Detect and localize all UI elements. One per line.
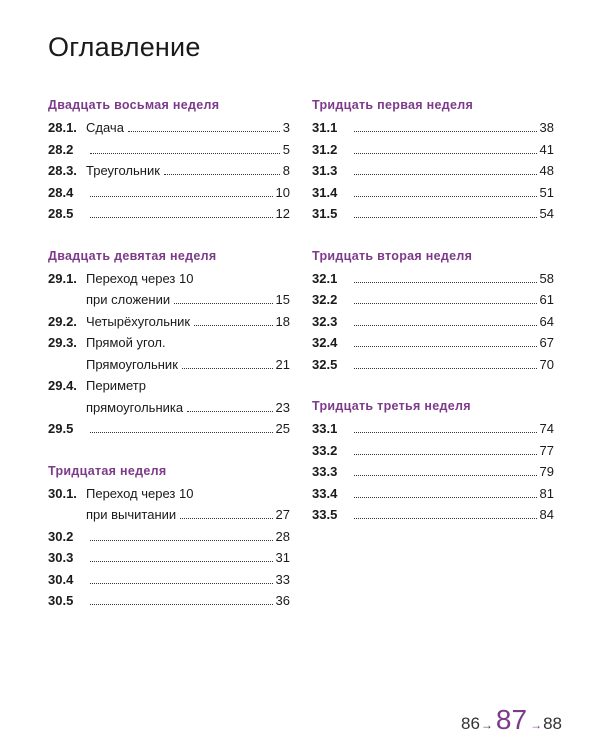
page-ref: 36 xyxy=(275,593,290,608)
page-ref: 58 xyxy=(539,270,554,286)
page-ref: 10 xyxy=(275,184,290,200)
dot-leader xyxy=(354,131,537,132)
page-ref: 15 xyxy=(275,292,290,307)
toc-entry[interactable] xyxy=(48,139,290,161)
lesson-number: 29.3. xyxy=(48,335,77,350)
page-ref: 67 xyxy=(539,335,554,350)
lesson-number: 31.1 xyxy=(312,120,338,135)
toc-entry[interactable] xyxy=(48,311,290,333)
toc-entry[interactable] xyxy=(312,311,554,333)
lesson-title: прямоугольника xyxy=(86,399,184,415)
toc-entry[interactable] xyxy=(48,526,290,548)
lesson-number: 31.3 xyxy=(312,163,338,178)
lesson-title: Переход через 10 xyxy=(86,270,194,286)
dot-leader xyxy=(164,174,280,175)
lesson-number: 30.4 xyxy=(48,571,74,587)
page-ref: 79 xyxy=(539,464,554,479)
toc-entry[interactable] xyxy=(48,483,290,526)
next-page-number[interactable]: 88 xyxy=(543,714,562,733)
page-ref: 70 xyxy=(539,356,554,372)
toc-entry[interactable] xyxy=(312,289,554,311)
lesson-number: 31.5 xyxy=(312,206,338,221)
lesson-number: 28.1. xyxy=(48,120,77,135)
lesson-number: 33.5 xyxy=(312,507,338,522)
lesson-title: Переход через 10 xyxy=(86,485,194,501)
week-heading: Тридцатая неделя xyxy=(48,463,167,478)
lesson-number: 29.4. xyxy=(48,378,77,393)
toc-entry[interactable] xyxy=(312,332,554,354)
lesson-number: 33.1 xyxy=(312,421,338,436)
page-ref: 23 xyxy=(275,399,290,415)
page-ref: 38 xyxy=(539,120,554,135)
week-heading: Тридцать третья неделя xyxy=(312,399,471,413)
lesson-number: 32.1 xyxy=(312,270,338,286)
dot-leader xyxy=(354,368,537,369)
dot-leader xyxy=(182,368,273,369)
lesson-number: 30.1. xyxy=(48,485,77,501)
week-section xyxy=(48,247,290,440)
page-ref: 33 xyxy=(275,571,290,587)
lesson-title: Треугольник xyxy=(86,163,160,178)
dot-leader xyxy=(354,432,537,433)
lesson-number: 30.5 xyxy=(48,593,74,608)
dot-leader xyxy=(90,540,273,541)
toc-entry[interactable] xyxy=(312,354,554,376)
lesson-number: 30.3 xyxy=(48,550,74,565)
lesson-number: 28.5 xyxy=(48,206,74,221)
dot-leader xyxy=(354,174,537,175)
dot-leader xyxy=(90,604,273,605)
dot-leader xyxy=(90,432,273,433)
page-ref: 41 xyxy=(539,141,554,157)
toc-entry[interactable] xyxy=(48,332,290,375)
toc-entry[interactable] xyxy=(312,139,554,161)
lesson-title: Четырёхугольник xyxy=(86,313,191,329)
lesson-title: при сложении xyxy=(86,292,171,307)
lesson-number: 29.2. xyxy=(48,313,77,329)
page-ref: 5 xyxy=(282,141,290,157)
lesson-number: 28.3. xyxy=(48,163,77,178)
page-ref: 77 xyxy=(539,442,554,458)
dot-leader xyxy=(174,303,272,304)
toc-entry[interactable] xyxy=(312,160,554,182)
dot-leader xyxy=(180,518,272,519)
week-heading: Тридцать вторая неделя xyxy=(312,248,473,263)
page-ref: 12 xyxy=(275,206,290,221)
dot-leader xyxy=(354,325,537,326)
dot-leader xyxy=(354,454,537,455)
dot-leader xyxy=(354,153,537,154)
page-ref: 21 xyxy=(275,356,290,372)
page-ref: 81 xyxy=(539,485,554,501)
toc-entry[interactable] xyxy=(48,547,290,569)
lesson-title: Прямоугольник xyxy=(86,356,178,372)
lesson-number: 31.4 xyxy=(312,184,338,200)
week-section xyxy=(48,462,290,612)
lesson-number: 31.2 xyxy=(312,141,338,157)
dot-leader xyxy=(90,217,273,218)
week-section xyxy=(312,397,554,526)
lesson-title: Периметр xyxy=(86,378,146,393)
page-ref: 18 xyxy=(275,313,290,329)
toc-entry[interactable] xyxy=(48,160,290,182)
page-ref: 28 xyxy=(275,528,290,544)
dot-leader xyxy=(90,561,273,562)
lesson-title: Прямой угол. xyxy=(86,335,166,350)
lesson-number: 29.1. xyxy=(48,270,77,286)
toc-entry[interactable] xyxy=(48,569,290,591)
week-section xyxy=(312,247,554,376)
dot-leader xyxy=(354,282,537,283)
dot-leader xyxy=(90,196,273,197)
toc-entry[interactable] xyxy=(312,504,554,526)
lesson-number: 32.5 xyxy=(312,356,338,372)
lesson-number: 29.5 xyxy=(48,421,74,436)
dot-leader xyxy=(354,518,537,519)
toc-column-left xyxy=(48,96,290,634)
toc-column-right xyxy=(312,96,554,548)
lesson-number: 30.2 xyxy=(48,528,74,544)
lesson-title: Сдача xyxy=(86,120,124,135)
toc-entry[interactable] xyxy=(312,182,554,204)
page-ref: 84 xyxy=(539,507,554,522)
dot-leader xyxy=(187,411,272,412)
page-number-nav xyxy=(461,704,562,736)
week-heading: Двадцать девятая неделя xyxy=(48,248,217,263)
week-heading: Тридцать первая неделя xyxy=(312,98,474,112)
previous-page-number[interactable]: 86 xyxy=(461,714,480,733)
page-ref: 3 xyxy=(282,120,290,135)
toc-entry[interactable] xyxy=(48,203,290,225)
week-section xyxy=(48,96,290,225)
dot-leader xyxy=(194,325,272,326)
toc-entry[interactable] xyxy=(48,590,290,612)
toc-entry[interactable] xyxy=(48,418,290,440)
page-ref: 48 xyxy=(539,163,554,178)
toc-entry[interactable] xyxy=(48,117,290,139)
page-ref: 54 xyxy=(539,206,554,221)
page-ref: 51 xyxy=(539,184,554,200)
dot-leader xyxy=(354,346,537,347)
arrow-right-icon: → xyxy=(530,718,543,732)
toc-entry[interactable] xyxy=(312,483,554,505)
toc-entry[interactable] xyxy=(48,268,290,311)
page-ref: 61 xyxy=(539,292,554,307)
dot-leader xyxy=(354,497,537,498)
lesson-number: 32.3 xyxy=(312,313,338,329)
lesson-number: 28.2 xyxy=(48,141,74,157)
week-section xyxy=(312,96,554,225)
toc-entry[interactable] xyxy=(312,461,554,483)
lesson-number: 32.4 xyxy=(312,335,338,350)
page-ref: 8 xyxy=(282,163,290,178)
page-ref: 74 xyxy=(539,421,554,436)
lesson-number: 28.4 xyxy=(48,184,74,200)
toc-entry[interactable] xyxy=(312,203,554,225)
toc-entry[interactable] xyxy=(312,440,554,462)
dot-leader xyxy=(354,217,537,218)
arrow-right-icon: → xyxy=(480,718,493,732)
lesson-number: 32.2 xyxy=(312,292,338,307)
dot-leader xyxy=(354,475,537,476)
dot-leader xyxy=(354,196,537,197)
page-title: Оглавление xyxy=(48,32,201,62)
page-ref: 25 xyxy=(275,421,290,436)
dot-leader xyxy=(90,583,273,584)
lesson-number: 33.3 xyxy=(312,464,338,479)
week-heading: Двадцать восьмая неделя xyxy=(48,98,220,112)
page-ref: 64 xyxy=(539,313,554,329)
toc-entry[interactable] xyxy=(48,182,290,204)
dot-leader xyxy=(354,303,537,304)
toc-entry[interactable] xyxy=(312,117,554,139)
toc-entry[interactable] xyxy=(312,418,554,440)
toc-entry[interactable] xyxy=(48,375,290,418)
current-page-number: 87 xyxy=(495,704,528,735)
lesson-title: при вычитании xyxy=(86,507,177,522)
page-ref: 31 xyxy=(275,550,290,565)
lesson-number: 33.4 xyxy=(312,485,338,501)
toc-entry[interactable] xyxy=(312,268,554,290)
dot-leader xyxy=(90,153,280,154)
lesson-number: 33.2 xyxy=(312,442,338,458)
page-ref: 27 xyxy=(275,507,290,522)
dot-leader xyxy=(128,131,280,132)
